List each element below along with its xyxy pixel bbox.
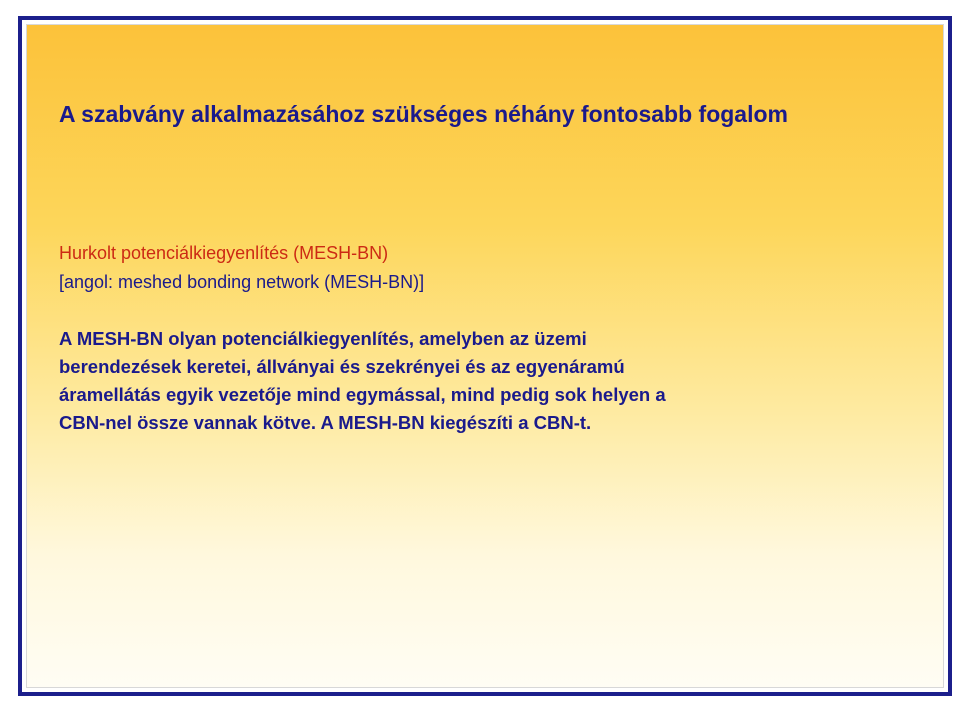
- term-block: [59, 239, 424, 297]
- slide-frame: [18, 16, 952, 696]
- term-definition: [59, 325, 666, 437]
- definition-line: áramellátás egyik vezetője mind egymással, mind pedig sok helyen a: [59, 384, 666, 405]
- slide-background: [26, 24, 944, 688]
- term-heading: Hurkolt potenciálkiegyenlítés (MESH-BN): [59, 243, 389, 263]
- slide-title: A szabvány alkalmazásához szükséges néhány fontosabb fogalom: [59, 101, 788, 127]
- term-english-translation: [angol: meshed bonding network (MESH-BN)]: [59, 272, 425, 292]
- definition-line: CBN-nel össze vannak kötve. A MESH-BN kiegészíti a CBN-t.: [59, 412, 592, 433]
- definition-line: A MESH-BN olyan potenciálkiegyenlítés, amelyben az üzemi: [59, 328, 587, 349]
- definition-line: berendezések keretei, állványai és szekrényei és az egyenáramú: [59, 356, 625, 377]
